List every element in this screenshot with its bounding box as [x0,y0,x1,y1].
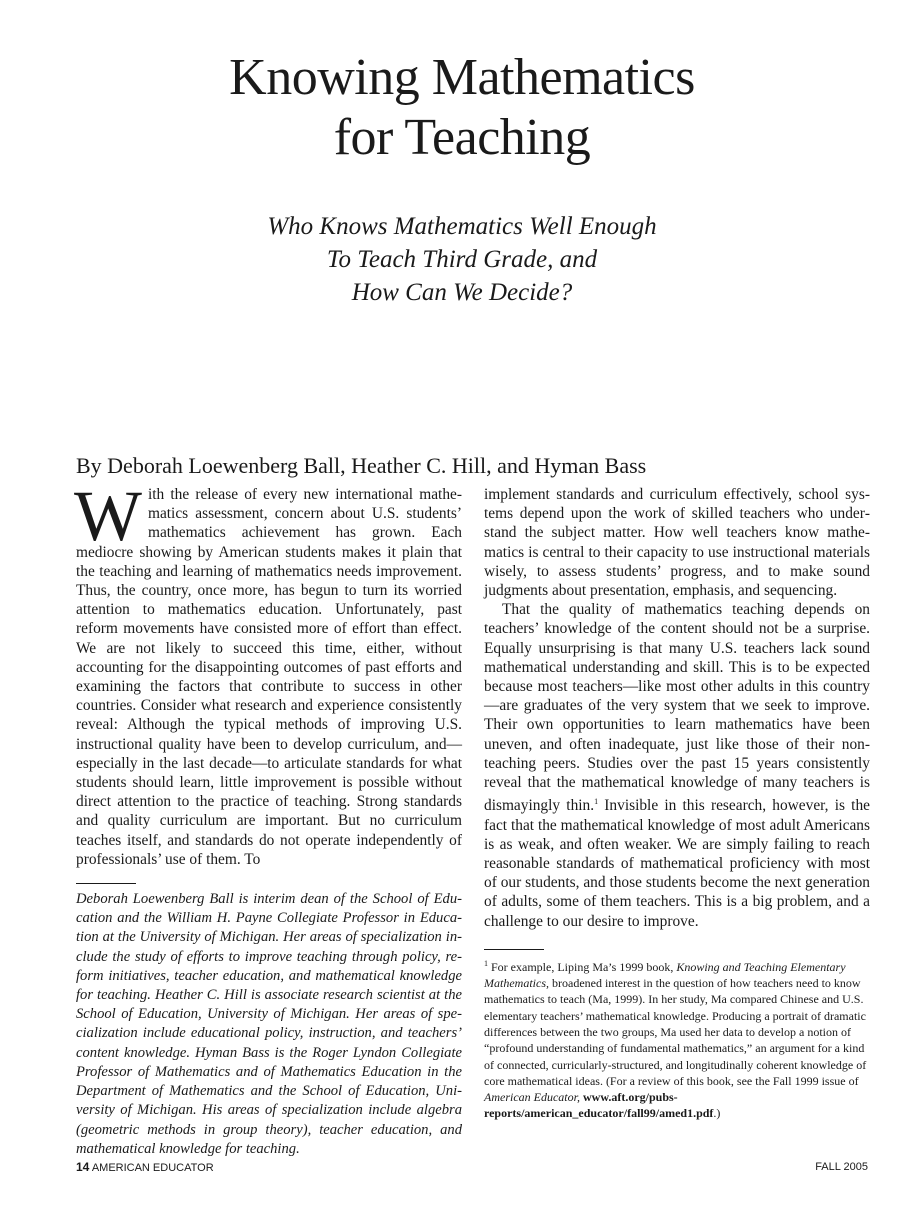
footnote-journal: American Educator, [484,1090,580,1105]
page-number: 14 [76,1160,90,1174]
footnote-marker: 1 [484,958,488,968]
body-paragraph-2-text-b: Invisible in this research, however, is the fact that the mathematical knowledge of most adult Americans is as weak, and often weaker. We are simply failing to reach reasonable standards of mathematical proficiency with most of our students, and those students become the next generation of adults, some of them teachers. This is a big problem, and a challenge to our desire to improve. [484,797,870,930]
footnote-text-b: broadened interest in the question of how teachers need to know mathematics to teach (Ma, 1999). In her study, Ma compared Chinese and U.S. elementary teachers’ mathematical knowledge. Producing a portrait of dramatic differences between the two groups, Ma used her data to develop a notion of “profound understanding of fundamental mathematics,” an argument for a kind of connected, curricularly-structured, and longitudinally coherent knowledge of core mathematical ideas. (For a review of this book, see the Fall 1999 issue of [484,976,867,1088]
footnote-divider [484,949,544,950]
article-subtitle [0,210,924,309]
body-paragraph-1: implement standards and curriculum effectively, school systems depend upon the work of skilled teachers who understand the subject matter. How well teachers know mathematics is central to their capacity to use instructional materials wisely, to assess students’ progress, and to make sound judgments about presentation, emphasis, and sequencing. [484,486,870,600]
opening-paragraph-text: ith the release of every new international mathematics assessment, concern about U.S. students’ mathematics achievement has grown. Each mediocre showing by American students makes it plain that the teaching and learning of mathematics needs improvement. Thus, the country, once more, has begun to turn its worried attention to mathematics education. Unfortunately, past reform movements have consisted more of effort than effect. We are not likely to succeed this time, either, without accounting for the disappointing outcomes of past efforts and examining the factors that contribute to success in other countries. Consider what research and experience consistently reveal: Although the typical methods of improving U.S. instructional quality have been to develop curriculum, and—especially in the last decade—to articulate standards for what students should learn, little improvement is possible without direct attention to the practice of teaching. Strong standards and quality curriculum are important. But no curriculum teaches itself, and standards do not operate independently of professionals’ use of them. To [76,486,462,868]
subtitle-line-2: To Teach Third Grade, and [326,246,598,273]
body-paragraph-2-text-a: That the quality of mathematics teaching depends on teachers’ knowledge of the content should not be a surprise. Equally unsurprising is that many U.S. teachers lack sound mathematical understanding and skill. This is to be expected because most teachers—like most other adults in this country—are graduates of the very system that we seek to improve. Their own opportunities to learn mathematics have been uneven, and often inadequate, just like those of their non-teaching peers. Studies over the past 15 years consistently reveal that the mathematical knowledge of many teachers is dismayingly thin. [484,601,870,815]
issue-date: FALL 2005 [815,1161,868,1173]
footer-left [76,1160,214,1174]
bio-divider [76,883,136,884]
title-line-1: Knowing Mathematics [229,49,695,106]
title-line-2: for Teaching [333,109,591,166]
article-title [0,48,924,168]
subtitle-line-1: Who Knows Mathematics Well Enough [267,213,657,240]
right-column [484,485,870,1122]
footnote-text-a: For example, Liping Ma’s 1999 book, [488,959,677,974]
author-bio: Deborah Loewenberg Ball is interim dean of the School of Education and the William H. Payne Collegiate Professor in Education at the University of Michigan. Her areas of specialization include the study of efforts to improve teaching through policy, reform initiatives, teacher education, and mathematical knowledge for teaching. Heather C. Hill is associate research scientist at the School of Education, University of Michigan. Her areas of specialization include educational policy, instruction, and teachers’ content knowledge. Hyman Bass is the Roger Lyndon Collegiate Professor of Mathematics and of Mathematics Education in the Department of Mathematics and the School of Education, University of Michigan. His areas of specialization include algebra (geometric methods in group theory), teacher education, and mathematical knowledge for teaching. [76,891,462,1157]
opening-paragraph [74,476,462,869]
footnote [484,956,870,1122]
footnote-text-c: .) [713,1106,721,1121]
drop-cap: W [74,476,142,556]
body-paragraph-2 [484,600,870,931]
byline: By Deborah Loewenberg Ball, Heather C. Hill, and Hyman Bass [76,453,647,478]
publication-name: AMERICAN EDUCATOR [91,1162,214,1174]
footnote-book-title: Knowing and Teaching Elementary Mathematics, [484,959,846,991]
footnote-url[interactable]: www.aft.org/pubs-reports/american_educator/fall99/amed1.pdf [484,1090,714,1121]
left-column [74,476,462,1159]
subtitle-line-3: How Can We Decide? [351,279,573,306]
footnote-reference[interactable]: 1 [594,797,599,807]
